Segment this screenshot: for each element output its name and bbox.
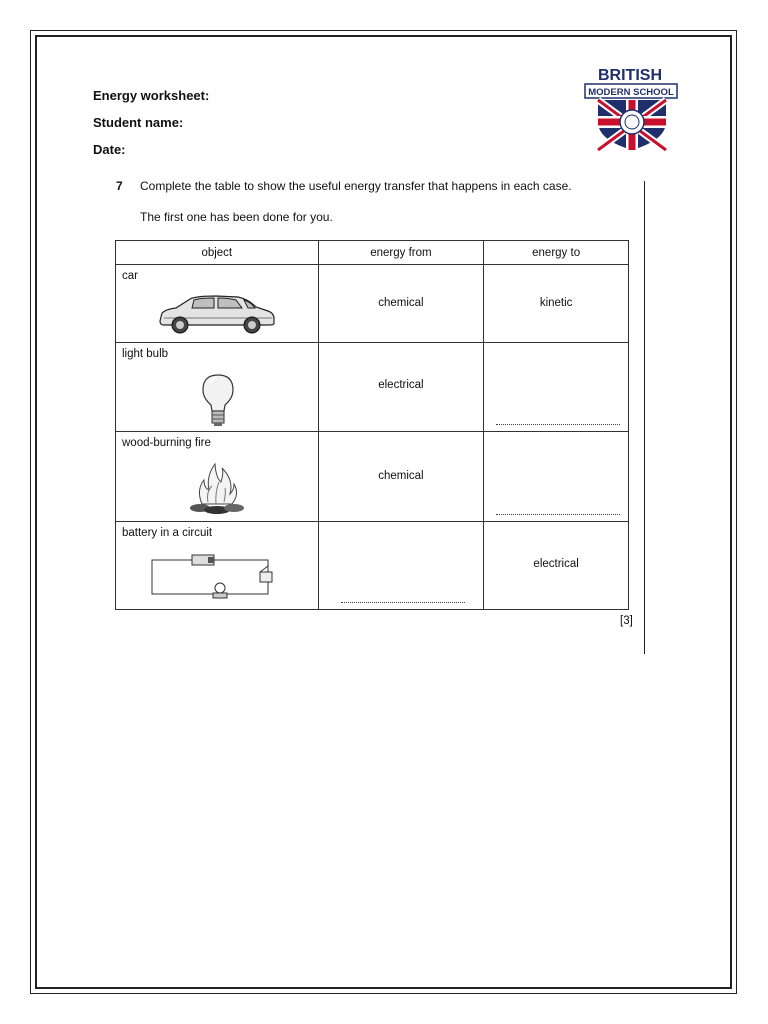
object-label: battery in a circuit	[122, 527, 213, 539]
table-row	[116, 522, 629, 610]
question-number: 7	[116, 179, 123, 193]
light-bulb-icon	[200, 373, 236, 427]
energy-to-cell[interactable]	[484, 343, 629, 432]
circuit-icon	[150, 552, 280, 602]
energy-from-cell	[318, 432, 484, 522]
energy-from-cell	[318, 265, 484, 343]
energy-from-value: chemical	[378, 297, 424, 309]
energy-to-cell	[484, 265, 629, 343]
student-name-label: Student name:	[93, 115, 184, 130]
object-cell	[116, 265, 319, 343]
table-row	[116, 432, 629, 522]
object-cell	[116, 522, 319, 610]
energy-table	[115, 240, 629, 610]
object-label: car	[122, 270, 138, 282]
answer-line[interactable]	[341, 602, 466, 603]
school-logo	[580, 64, 684, 152]
table-row	[116, 343, 629, 432]
marks-label: [3]	[620, 615, 633, 627]
energy-to-value: kinetic	[539, 297, 573, 309]
margin-rule	[644, 181, 645, 654]
object-cell	[116, 432, 319, 522]
energy-to-value: electrical	[533, 558, 579, 570]
object-label: wood-burning fire	[122, 437, 211, 449]
answer-line[interactable]	[496, 424, 620, 425]
energy-to-cell[interactable]	[484, 432, 629, 522]
object-cell	[116, 343, 319, 432]
table-row	[116, 265, 629, 343]
energy-from-cell[interactable]	[318, 522, 484, 610]
header-energy-to: energy to	[484, 241, 629, 265]
energy-from-value: electrical	[378, 379, 424, 391]
date-label: Date:	[93, 142, 126, 157]
fire-icon	[188, 460, 246, 516]
table-header-row	[116, 241, 629, 265]
energy-to-cell	[484, 522, 629, 610]
car-icon	[156, 291, 278, 335]
energy-from-cell	[318, 343, 484, 432]
object-label: light bulb	[122, 348, 169, 360]
logo-text-line2: MODERN SCHOOL	[588, 87, 674, 98]
energy-from-value: chemical	[378, 470, 424, 482]
logo-text-line1: BRITISH	[598, 67, 662, 84]
answer-line[interactable]	[496, 514, 620, 515]
header-object: object	[116, 241, 319, 265]
question-subtext: The first one has been done for you.	[140, 210, 333, 224]
question-text: Complete the table to show the useful energy transfer that happens in each case.	[140, 179, 572, 193]
header-energy-from: energy from	[318, 241, 484, 265]
worksheet-title: Energy worksheet:	[93, 88, 210, 103]
